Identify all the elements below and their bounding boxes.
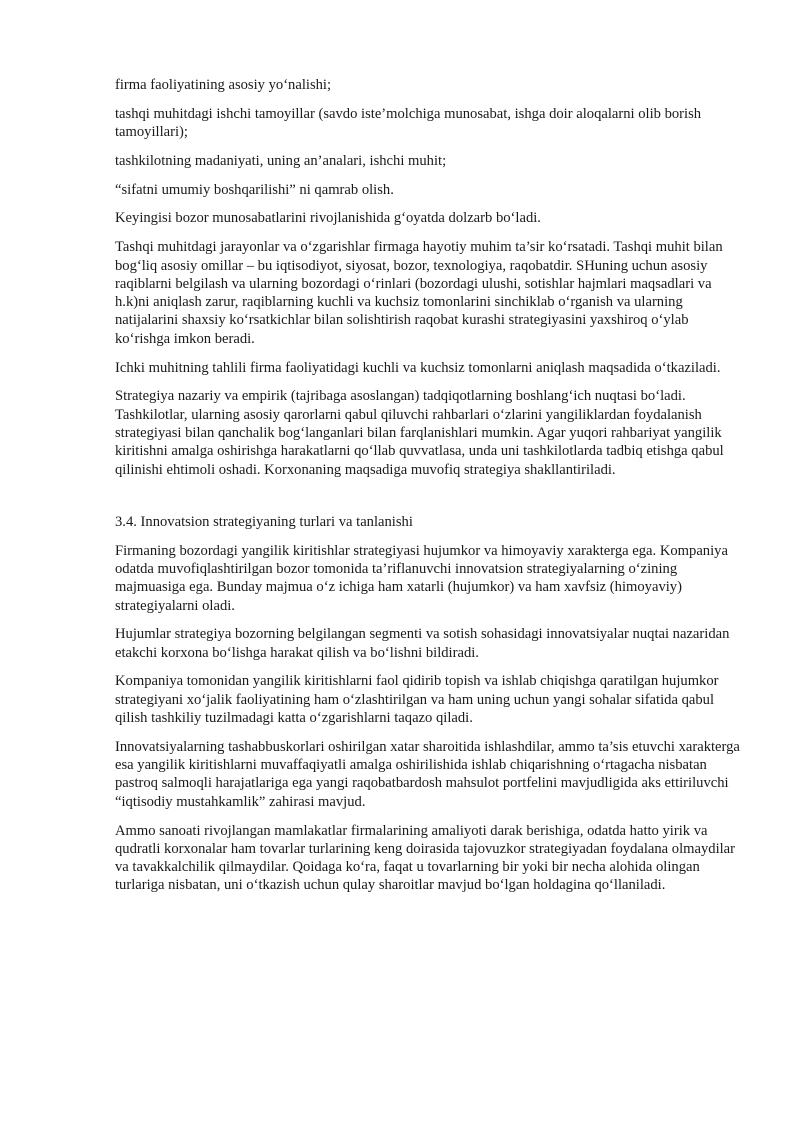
paragraph-industrial-practice: Ammo sanoati rivojlangan mamlakatlar firmalarining amaliyoti darak berishiga, odatda hatto yirik va qudratli korxonalar ham tovarlar turlarining keng doirasida tajovuzkor strategiyadan foydalana olmaydilar va tavakkalchilik qilmaydilar. Qoidaga ko‘ra, faqat u tovarlarning bir yoki bir necha alohida olingan turlariga nisbatan, uni o‘tkazish uchun qulay sharoitlar mavjud bo‘lgan holdagina qo‘llaniladi.	[115, 822, 736, 894]
paragraph-market-relations: Keyingisi bozor munosabatlarini rivojlanishida g‘oyatda dolzarb bo‘ladi.	[115, 210, 541, 227]
list-item-principles: tashqi muhitdagi ishchi tamoyillar (savdo iste’molchiga munosabat, ishga doir aloqalarni olib borish tamoyillari);	[115, 105, 702, 141]
document-page	[115, 76, 745, 905]
list-item-direction: firma faoliyatining asosiy yo‘nalishi;	[115, 77, 332, 93]
paragraph-company-innovation: Kompaniya tomonidan yangilik kiritishlarni faol qidirib topish va ishlab chiqishga qaratilgan hujumkor strategiyani xo‘jalik faoliyatining ham o‘zlashtirilgan va ham uning uchun yangi sohalar sifatida qabul qilish tashkiliy tuzilmadagi katta o‘zgarishlarni taqazo qiladi.	[115, 673, 719, 727]
list-item-culture: tashkilotning madaniyati, uning an’analari, ishchi muhit;	[115, 152, 447, 169]
paragraph-strategy-research: Strategiya nazariy va empirik (tajribaga asoslangan) tadqiqotlarning boshlang‘ich nuqtasi bo‘ladi. Tashkilotlar, ularning asosiy qarorlarni qabul qiluvchi rahbarlari o‘zlarini yangiliklardan foydalanish strategiyasi bilan qanchalik bog‘langanlari bilan farqlanishlari mumkin. Agar yuqori rahbariyat yangilik kiritishni amalga oshirishga harakatlarni qo‘llab quvvatlasa, unda uni tashkilotlarda tadbiq etishga qabul qilinishi ehtimoli oshadi. Korxonaning maqsadiga muvofiq strategiya shakllantiriladi.	[115, 388, 724, 478]
paragraph-attack-strategy: Hujumlar strategiya bozorning belgilangan segmenti va sotish sohasidagi innovatsiyalar nuqtai nazaridan etakchi korxona bo‘lishga harakat qilish va bo‘lishni bildiradi.	[115, 626, 730, 661]
list-item-quality: “sifatni umumiy boshqarilishi” ni qamrab olish.	[115, 181, 394, 198]
paragraph-external-environment: Tashqi muhitdagi jarayonlar va o‘zgarishlar firmaga hayotiy muhim ta’sir ko‘rsatadi. Tashqi muhit bilan bog‘liq asosiy omillar – bu iqtisodiyot, siyosat, bozor, texnologiya, raqobatdir. SHuning uchun asosiy raqiblarni belgilash va ularning bozordagi o‘rinlari (bozordagi ulushi, sotishlar hajmlari maqsadlari va h.k)ni aniqlash zarur, raqiblarning kuchli va kuchsiz tomonlarini sinchiklab o‘rganish va ularning natijalarini shaxsiy ko‘rsatkichlar bilan solishtirish raqobat kurashi strategiyasini yaxshiroq o‘ylab ko‘rishga imkon beradi.	[115, 239, 723, 347]
paragraph-innovation-initiators: Innovatsiyalarning tashabbuskorlari oshirilgan xatar sharoitida ishlashdilar, ammo ta’sis etuvchi xarakterga esa yangilik kiritishlarni muvaffaqiyatli amalga oshirilishida ishlab chiqarishning o‘rtagacha nisbatan pastroq salmoqli harajatlariga ega yangi raqobatbardosh mahsulot portfelini mavjudligida aks ettiriluvchi “iqtisodiy mustahkamlik” zahirasi mavjud.	[115, 738, 740, 810]
paragraph-internal-environment: Ichki muhitning tahlili firma faoliyatidagi kuchli va kuchsiz tomonlarni aniqlash maqsadida o‘tkaziladi.	[115, 359, 721, 376]
section-heading: 3.4. Innovatsion strategiyaning turlari va tanlanishi	[115, 513, 413, 530]
paragraph-firm-strategy: Firmaning bozordagi yangilik kiritishlar strategiyasi hujumkor va himoyaviy xarakterga ega. Kompaniya odatda muvofiqlashtirilgan bozor tomonida ta’riflanuvchi innovatsion strategiyalarning o‘zining majmuasiga ega. Bunday majmua o‘z ichiga ham xatarli (hujumkor) va ham xavfsiz (himoyaviy) strategiyalarni oladi.	[115, 542, 728, 614]
